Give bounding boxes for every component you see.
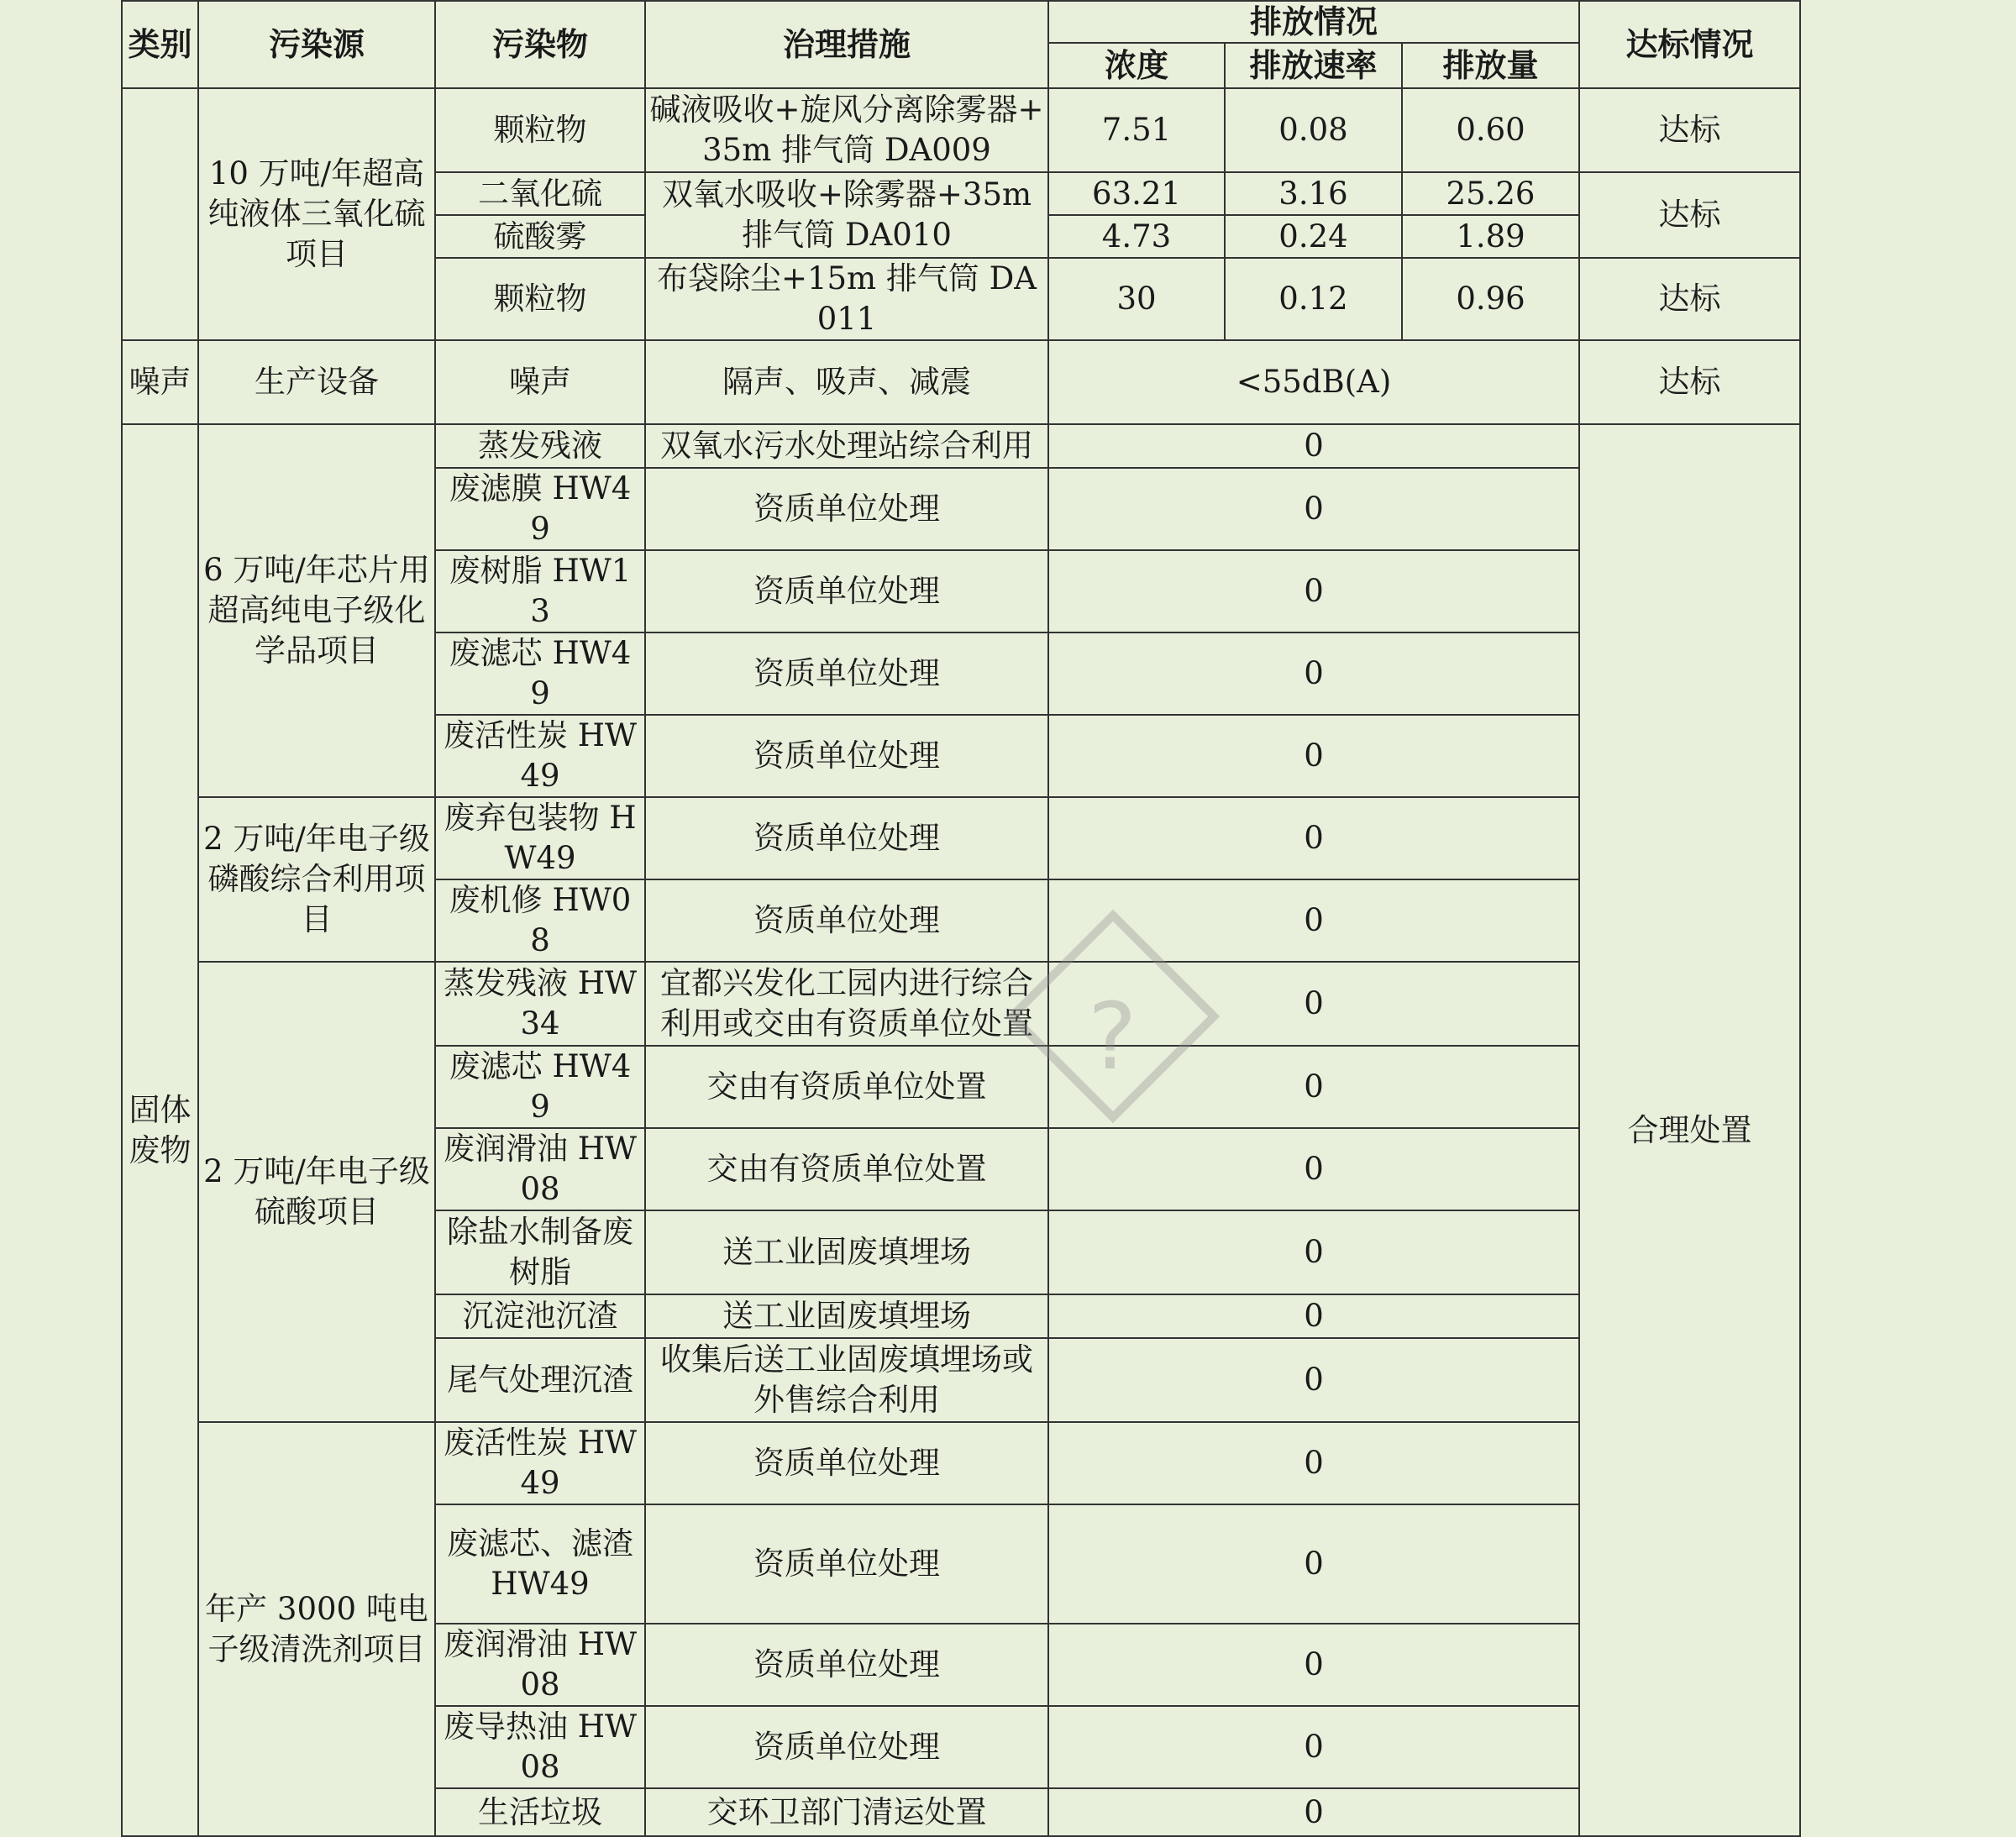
solid-measure: 双氧水污水处理站综合利用 (645, 424, 1048, 468)
solid-measure: 收集后送工业固废填埋场或外售综合利用 (645, 1338, 1048, 1422)
solid-pollutant: 蒸发残液 HW34 (435, 962, 645, 1046)
solid-value: 0 (1048, 550, 1579, 632)
solid-measure: 资质单位处理 (645, 550, 1048, 632)
air-measure: 双氧水吸收+除雾器+35m 排气筒 DA010 (645, 172, 1048, 258)
solid-value: 0 (1048, 424, 1579, 468)
solid-measure: 资质单位处理 (645, 797, 1048, 879)
solid-measure: 交由有资质单位处置 (645, 1128, 1048, 1210)
header-concentration: 浓度 (1048, 43, 1225, 88)
solid-source: 年产 3000 吨电子级清洗剂项目 (198, 1422, 435, 1836)
solid-source: 2 万吨/年电子级磷酸综合利用项目 (198, 797, 435, 962)
air-measure: 布袋除尘+15m 排气筒 DA011 (645, 258, 1048, 340)
solid-measure: 送工业固废填埋场 (645, 1294, 1048, 1338)
solid-value: 0 (1048, 1128, 1579, 1210)
solid-source: 6 万吨/年芯片用超高纯电子级化学品项目 (198, 424, 435, 797)
solid-value: 0 (1048, 1338, 1579, 1422)
solid-measure: 交由有资质单位处置 (645, 1046, 1048, 1128)
solid-measure: 资质单位处理 (645, 879, 1048, 962)
solid-pollutant: 废弃包装物 HW49 (435, 797, 645, 879)
header-amount: 排放量 (1402, 43, 1579, 88)
solid-pollutant: 废滤芯、滤渣 HW49 (435, 1504, 645, 1624)
noise-pollutant: 噪声 (435, 340, 645, 424)
air-compliance: 达标 (1579, 258, 1800, 340)
air-compliance: 达标 (1579, 172, 1800, 258)
header-pollutant: 污染物 (435, 1, 645, 88)
air-pollutant: 颗粒物 (435, 258, 645, 340)
air-rate: 0.08 (1225, 88, 1402, 172)
noise-category: 噪声 (122, 340, 198, 424)
solid-measure: 资质单位处理 (645, 468, 1048, 550)
air-pollutant: 硫酸雾 (435, 215, 645, 258)
solid-measure: 资质单位处理 (645, 632, 1048, 715)
watermark-question-icon: ? (1088, 983, 1137, 1090)
air-pollutant: 二氧化硫 (435, 172, 645, 215)
solid-pollutant: 废润滑油 HW08 (435, 1128, 645, 1210)
solid-pollutant: 蒸发残液 (435, 424, 645, 468)
air-measure: 碱液吸收+旋风分离除雾器+35m 排气筒 DA009 (645, 88, 1048, 172)
solid-pollutant: 废机修 HW08 (435, 879, 645, 962)
solid-value: 0 (1048, 797, 1579, 879)
solid-measure: 资质单位处理 (645, 715, 1048, 797)
solid-value: 0 (1048, 1504, 1579, 1624)
solid-pollutant: 废活性炭 HW49 (435, 715, 645, 797)
air-concentration: 7.51 (1048, 88, 1225, 172)
air-amount: 0.96 (1402, 258, 1579, 340)
solid-measure: 资质单位处理 (645, 1624, 1048, 1706)
solid-pollutant: 尾气处理沉渣 (435, 1338, 645, 1422)
air-source: 10 万吨/年超高纯液体三氧化硫项目 (198, 88, 435, 340)
solid-measure: 交环卫部门清运处置 (645, 1788, 1048, 1836)
solid-value: 0 (1048, 1624, 1579, 1706)
air-rate: 0.24 (1225, 215, 1402, 258)
solid-value: 0 (1048, 632, 1579, 715)
noise-compliance: 达标 (1579, 340, 1800, 424)
solid-value: 0 (1048, 715, 1579, 797)
solid-value: 0 (1048, 468, 1579, 550)
solid-source: 2 万吨/年电子级硫酸项目 (198, 962, 435, 1422)
header-source: 污染源 (198, 1, 435, 88)
air-pollutant: 颗粒物 (435, 88, 645, 172)
emission-table (121, 0, 1801, 1837)
solid-value: 0 (1048, 1788, 1579, 1836)
noise-measure: 隔声、吸声、减震 (645, 340, 1048, 424)
air-category-cell (122, 88, 198, 340)
air-concentration: 30 (1048, 258, 1225, 340)
solid-pollutant: 废滤芯 HW49 (435, 632, 645, 715)
noise-value: <55dB(A) (1048, 340, 1579, 424)
solid-value: 0 (1048, 1422, 1579, 1504)
solid-pollutant: 废活性炭 HW49 (435, 1422, 645, 1504)
header-emission: 排放情况 (1048, 1, 1579, 43)
solid-value: 0 (1048, 962, 1579, 1046)
header-category: 类别 (122, 1, 198, 88)
solid-measure: 资质单位处理 (645, 1504, 1048, 1624)
solid-compliance: 合理处置 (1579, 424, 1800, 1836)
noise-source: 生产设备 (198, 340, 435, 424)
air-amount: 25.26 (1402, 172, 1579, 215)
solid-value: 0 (1048, 1294, 1579, 1338)
solid-value: 0 (1048, 879, 1579, 962)
header-measure: 治理措施 (645, 1, 1048, 88)
solid-pollutant: 废滤芯 HW49 (435, 1046, 645, 1128)
solid-measure: 资质单位处理 (645, 1706, 1048, 1788)
solid-measure: 送工业固废填埋场 (645, 1210, 1048, 1294)
air-compliance: 达标 (1579, 88, 1800, 172)
air-concentration: 63.21 (1048, 172, 1225, 215)
air-rate: 0.12 (1225, 258, 1402, 340)
solid-value: 0 (1048, 1706, 1579, 1788)
air-amount: 0.60 (1402, 88, 1579, 172)
solid-value: 0 (1048, 1046, 1579, 1128)
solid-pollutant: 废润滑油 HW08 (435, 1624, 645, 1706)
air-rate: 3.16 (1225, 172, 1402, 215)
air-amount: 1.89 (1402, 215, 1579, 258)
solid-category: 固体废物 (122, 424, 198, 1836)
solid-pollutant: 废滤膜 HW49 (435, 468, 645, 550)
solid-pollutant: 生活垃圾 (435, 1788, 645, 1836)
solid-measure: 宜都兴发化工园内进行综合利用或交由有资质单位处置 (645, 962, 1048, 1046)
solid-pollutant: 沉淀池沉渣 (435, 1294, 645, 1338)
solid-pollutant: 废导热油 HW08 (435, 1706, 645, 1788)
header-compliance: 达标情况 (1579, 1, 1800, 88)
solid-value: 0 (1048, 1210, 1579, 1294)
solid-measure: 资质单位处理 (645, 1422, 1048, 1504)
solid-pollutant: 除盐水制备废树脂 (435, 1210, 645, 1294)
solid-pollutant: 废树脂 HW13 (435, 550, 645, 632)
air-concentration: 4.73 (1048, 215, 1225, 258)
header-rate: 排放速率 (1225, 43, 1402, 88)
